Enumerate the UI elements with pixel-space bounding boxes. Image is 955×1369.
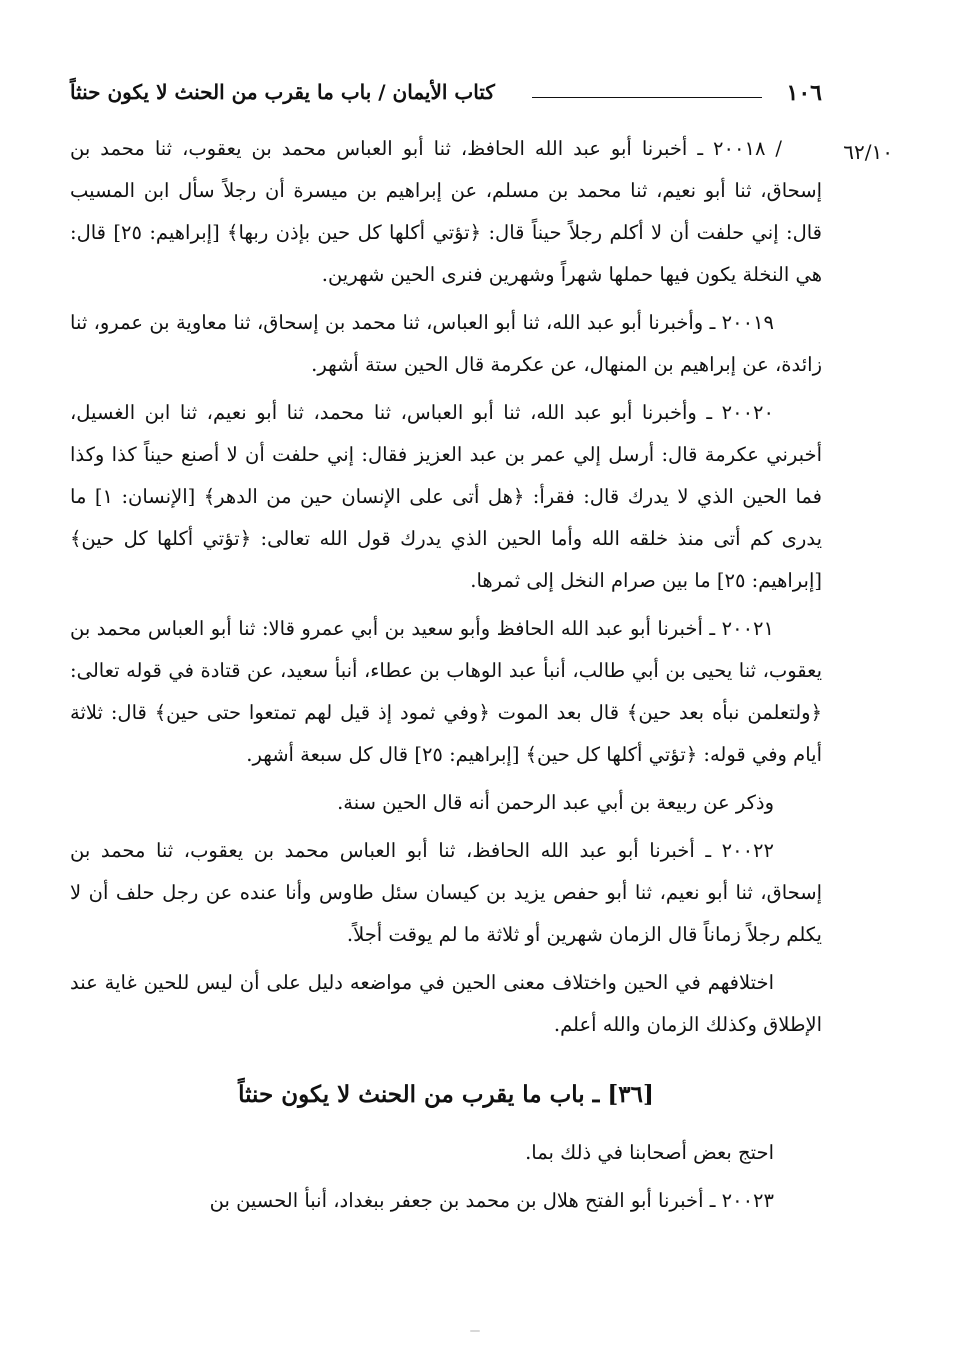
hadith-20020: ٢٠٠٢٠ ـ وأخبرنا أبو عبد الله، ثنا أبو العباس، ثنا محمد، ثنا أبو نعيم، ثنا ابن الغسيل، أخبرني عكرمة قال: أرسل إلي عمر بن عبد العزيز فقال: إني حلفت أن لا أصنع حيناً كذا وكذا فما الحين الذي لا يدرك قال: فقرأ: ﴿هل أتى على الإنسان حين من الدهر﴾ [الإنسان: ١] ما يدرى كم أتى منذ خلقه الله وأما الحين الذي يدرك قول الله تعالى: ﴿تؤتي أكلها كل حين﴾ [إبراهيم: ٢٥] ما بين صرام النخل إلى ثمرها. <box>70 401 822 592</box>
page-header <box>70 78 822 114</box>
section-intro: احتج بعض أصحابنا في ذلك بما. <box>525 1141 774 1164</box>
rabia-note: وذكر عن ربيعة بن أبي عبد الرحمن أنه قال الحين سنة. <box>337 791 774 814</box>
header-rule <box>532 97 762 98</box>
main-text <box>70 128 822 1228</box>
hadith-20022: ٢٠٠٢٢ ـ أخبرنا أبو عبد الله الحافظ، ثنا أبو العباس محمد بن يعقوب، ثنا محمد بن إسحاق، ثنا أبو نعيم، ثنا أبو حفص يزيد بن كيسان سئل طاوس وأنا عنده عن رجل حلف أن لا يكلم رجلاً زماناً قال الزمان شهرين أو ثلاثة ما لم يوقت أجلاً. <box>70 839 822 946</box>
scan-mark <box>470 1330 480 1332</box>
hadith-20021: ٢٠٠٢١ ـ أخبرنا أبو عبد الله الحافظ وأبو سعيد بن أبي عمرو قالا: ثنا أبو العباس محمد بن يعقوب، ثنا يحيى بن أبي طالب، أنبأ عبد الوهاب بن عطاء، أنبأ سعيد، عن قتادة في قوله تعالى: ﴿ولتعلمن نبأه بعد حين﴾ قال بعد الموت ﴿وفي ثمود إذ قيل لهم تمتعوا حتى حين﴾ قال: ثلاثة أيام وفي قوله: ﴿تؤتي أكلها كل حين﴾ [إبراهيم: ٢٥] قال كل سبعة أشهر. <box>70 617 822 766</box>
hadith-20018: / ٢٠٠١٨ ـ أخبرنا أبو عبد الله الحافظ، ثنا أبو العباس محمد بن يعقوب، ثنا محمد بن إسحاق، ثنا أبو نعيم، ثنا محمد بن مسلم، عن إبراهيم بن ميسرة أن رجلاً سأل ابن المسيب قال: إني حلفت أن لا أكلم رجلاً حيناً قال: ﴿تؤتي أكلها كل حين بإذن ربها﴾ [إبراهيم: ٢٥] قال: هي النخلة يكون فيها حملها شهراً وشهرين فنرى الحين شهرين. <box>70 137 822 286</box>
page-number: ١٠٦ <box>786 80 822 106</box>
hadith-20023: ٢٠٠٢٣ ـ أخبرنا أبو الفتح هلال بن محمد بن جعفر ببغداد، أنبأ الحسين بن <box>209 1189 774 1212</box>
section-heading: [٣٦] ـ باب ما يقرب من الحنث لا يكون حنثاً <box>238 1081 654 1108</box>
conclusion-paragraph: اختلافهم في الحين واختلاف معنى الحين في مواضعه دليل على أن ليس للحين غاية عند الإطلاق وكذلك الزمان والله أعلم. <box>70 971 822 1036</box>
running-title: كتاب الأيمان / باب ما يقرب من الحنث لا يكون حنثاً <box>70 80 495 104</box>
hadith-20019: ٢٠٠١٩ ـ وأخبرنا أبو عبد الله، ثنا أبو العباس، ثنا محمد بن إسحاق، ثنا معاوية بن عمرو، ثنا زائدة، عن إبراهيم بن المنهال، عن عكرمة قال الحين ستة أشهر. <box>70 311 822 376</box>
margin-reference: ٦٢/١٠ <box>843 140 893 164</box>
